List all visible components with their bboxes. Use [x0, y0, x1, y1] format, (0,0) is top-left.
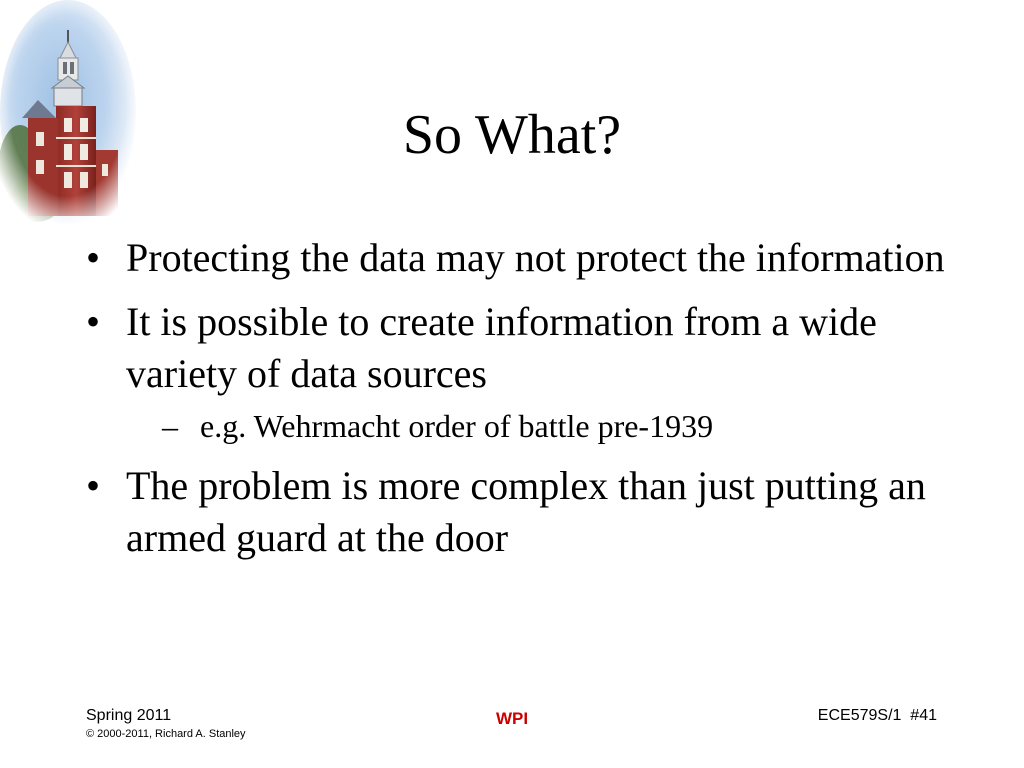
sub-bullet-marker: – [162, 408, 178, 444]
bullet-marker: • [86, 299, 101, 344]
wpi-logo-text: WPI [495, 709, 529, 728]
bullet-marker: • [86, 463, 101, 508]
bullet-item [86, 232, 966, 284]
bullet-text: The problem is more complex than just putting an armed guard at the door [126, 463, 926, 560]
footer-term: Spring 2011 [86, 707, 172, 724]
footer-slide-number: #41 [910, 707, 937, 724]
bullet-list [86, 232, 966, 576]
sub-bullet-text: e.g. Wehrmacht order of battle pre-1939 [200, 408, 714, 444]
slide-title: So What? [402, 104, 622, 166]
bullet-text: It is possible to create information from a wide variety of data sources [126, 299, 877, 396]
bullet-item [86, 460, 966, 564]
bullet-item [86, 296, 966, 400]
bullet-marker: • [86, 235, 101, 280]
footer-copyright: © 2000-2011, Richard A. Stanley [86, 728, 246, 740]
bullet-text: Protecting the data may not protect the information [126, 235, 945, 280]
sub-bullet-item [142, 406, 966, 446]
footer-right [818, 706, 937, 726]
footer-course: ECE579S/1 [817, 707, 902, 724]
